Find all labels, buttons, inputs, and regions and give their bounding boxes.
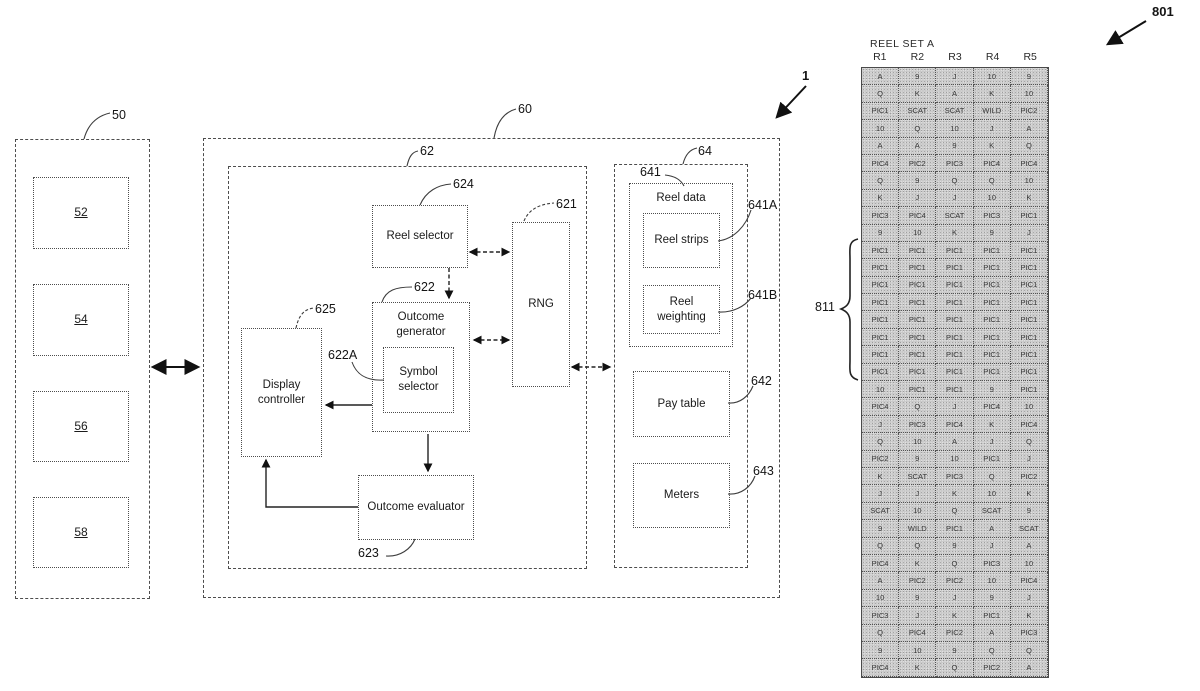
reel-cell: PIC2 [974,659,1011,676]
reel-cell: PIC2 [936,625,973,642]
reel-cell: 10 [899,503,936,520]
symbol-selector-box [383,347,454,413]
reel-cell: PIC3 [974,555,1011,572]
reel-cell: PIC4 [974,398,1011,415]
reel-cell: K [936,225,973,242]
reel-cell: 9 [974,381,1011,398]
reel-cell: 9 [862,225,899,242]
component-54-label: 54 [74,312,88,327]
reel-cell: 10 [862,590,899,607]
reel-cell: Q [974,172,1011,189]
reel-cell: 9 [936,538,973,555]
component-52-label: 52 [74,205,88,220]
reel-cell: Q [862,172,899,189]
ref-642: 642 [751,374,772,388]
reel-cell: PIC1 [862,103,899,120]
reel-cell: PIC1 [936,294,973,311]
reel-grid [861,67,1049,678]
ref-624: 624 [453,177,474,191]
reel-cell: 10 [1011,398,1048,415]
reel-cell: PIC1 [936,242,973,259]
reel-cell: 10 [974,485,1011,502]
reel-cell: PIC1 [974,451,1011,468]
reel-cell: SCAT [899,468,936,485]
reel-cell: A [936,433,973,450]
reel-cell: Q [1011,138,1048,155]
reel-cell: Q [936,659,973,676]
reel-cell: J [936,590,973,607]
reel-cell: Q [936,503,973,520]
reel-selector-box [372,205,468,268]
reel-cell: A [974,625,1011,642]
ref-622A: 622A [328,348,358,362]
reel-cell: PIC1 [862,259,899,276]
reel-cell: Q [974,642,1011,659]
ref-622: 622 [414,280,435,294]
reel-cell: J [974,120,1011,137]
reel-weighting-box [643,285,720,334]
reel-cell: Q [936,172,973,189]
reel-cell: PIC3 [862,607,899,624]
reel-cell: PIC1 [899,259,936,276]
component-box-54 [33,284,129,356]
reel-cell: PIC1 [974,346,1011,363]
reel-cell: 9 [1011,503,1048,520]
reel-cell: 10 [974,572,1011,589]
reel-cell: A [862,68,899,85]
reel-cell: PIC1 [899,242,936,259]
reel-cell: PIC2 [899,155,936,172]
reel-cell: SCAT [1011,520,1048,537]
reel-cell: J [1011,225,1048,242]
ref-623: 623 [358,546,379,560]
reel-cell: PIC4 [1011,416,1048,433]
reel-cell: J [862,416,899,433]
reel-cell: 10 [974,190,1011,207]
reel-cell: PIC2 [862,451,899,468]
reel-col-header: R3 [948,51,962,63]
reel-cell: J [1011,451,1048,468]
reel-cell: PIC3 [936,155,973,172]
reel-cell: PIC1 [936,329,973,346]
reel-cell: K [899,555,936,572]
reel-cell: 9 [899,172,936,189]
reel-cell: Q [862,538,899,555]
reel-cell: PIC1 [1011,294,1048,311]
reel-cell: J [1011,590,1048,607]
ref-62: 62 [420,144,434,158]
pay-table-box [633,371,730,437]
reel-cell: SCAT [936,207,973,224]
reel-cell: PIC1 [1011,259,1048,276]
reel-cell: PIC1 [862,364,899,381]
reel-cell: Q [862,625,899,642]
reel-cell: J [862,485,899,502]
reel-selector-label: Reel selector [386,230,454,243]
reel-cell: PIC4 [899,207,936,224]
reel-cell: Q [1011,433,1048,450]
reel-cell: PIC1 [974,242,1011,259]
reel-cell: 10 [1011,555,1048,572]
reel-cell: K [974,85,1011,102]
reel-cell: PIC3 [936,468,973,485]
reel-cell: PIC1 [936,259,973,276]
ref-811: 811 [815,300,835,314]
reel-cell: SCAT [936,103,973,120]
reel-cell: K [1011,190,1048,207]
pointer-arrow-1 [777,86,806,117]
reel-cell: Q [899,538,936,555]
reel-strips-label: Reel strips [654,234,709,247]
reel-cell: PIC4 [1011,572,1048,589]
reel-cell: PIC4 [862,155,899,172]
reel-cell: A [1011,659,1048,676]
reel-cell: 9 [899,68,936,85]
reel-cell: PIC1 [1011,364,1048,381]
ref-641A: 641A [748,198,778,212]
component-box-58 [33,497,129,568]
reel-cell: K [1011,607,1048,624]
reel-cell: K [862,190,899,207]
reel-cell: Q [974,468,1011,485]
reel-cell: J [936,190,973,207]
ref-641: 641 [640,165,661,179]
reel-cell: 9 [899,590,936,607]
outcome-evaluator-label: Outcome evaluator [367,501,465,514]
meters-box [633,463,730,528]
reel-cell: PIC1 [936,381,973,398]
reel-cell: A [899,138,936,155]
reel-cell: Q [936,555,973,572]
reel-cell: PIC4 [862,555,899,572]
reel-cell: K [862,468,899,485]
reel-cell: PIC4 [1011,155,1048,172]
component-58-label: 58 [74,524,88,539]
reel-col-header: R1 [873,51,887,63]
reel-cell: PIC1 [862,277,899,294]
reel-cell: PIC2 [899,572,936,589]
ref-801: 801 [1152,4,1174,19]
reel-cell: 10 [899,225,936,242]
reel-cell: PIC2 [1011,468,1048,485]
meters-label: Meters [663,489,700,502]
reel-cell: 10 [899,433,936,450]
reel-cell: 10 [974,68,1011,85]
outcome-generator-label: Outcome generator [396,311,446,338]
component-box-52 [33,177,129,249]
reel-weighting-label: Reel weighting [657,295,706,323]
reel-cell: SCAT [899,103,936,120]
reel-cell: PIC3 [974,207,1011,224]
display-controller-box [241,328,322,457]
reel-cell: PIC1 [862,294,899,311]
reel-cell: 9 [974,225,1011,242]
reel-cell: Q [862,433,899,450]
reel-cell: PIC1 [936,311,973,328]
leader-50 [84,113,110,139]
reel-cell: PIC1 [974,294,1011,311]
reel-cell: PIC1 [862,346,899,363]
reel-cell: PIC1 [974,607,1011,624]
reel-col-header: R4 [985,51,1000,63]
leader-60 [494,109,516,138]
reel-cell: PIC2 [936,572,973,589]
reel-cell: 10 [1011,85,1048,102]
reel-cell: PIC3 [862,207,899,224]
reel-cell: J [974,538,1011,555]
reel-cell: K [899,659,936,676]
ref-50: 50 [112,108,126,122]
pointer-arrow-801 [1108,21,1146,44]
reel-col-headers [861,51,1049,63]
reel-cell: Q [899,120,936,137]
reel-cell: WILD [899,520,936,537]
ref-1: 1 [802,68,810,83]
reel-cell: 9 [862,642,899,659]
reel-cell: K [974,416,1011,433]
display-controller-label: Display controller [257,378,306,406]
reel-data-label: Reel data [656,192,706,204]
reel-cell: PIC1 [974,364,1011,381]
component-56-label: 56 [74,418,88,433]
reel-cell: PIC3 [1011,625,1048,642]
reel-cell: PIC1 [974,259,1011,276]
reel-cell: PIC1 [974,277,1011,294]
reel-cell: PIC3 [899,416,936,433]
reel-cell: SCAT [974,503,1011,520]
outcome-evaluator-box [358,475,474,540]
reel-cell: K [899,85,936,102]
reel-cell: A [1011,538,1048,555]
reel-cell: 9 [974,590,1011,607]
ref-64: 64 [698,144,712,158]
reel-cell: J [936,68,973,85]
reel-cell: PIC2 [1011,103,1048,120]
reel-cell: Q [862,85,899,102]
reel-cell: PIC4 [974,155,1011,172]
reel-cell: WILD [974,103,1011,120]
reel-cell: PIC1 [974,311,1011,328]
rng-box [512,222,570,387]
reel-cell: A [862,138,899,155]
reel-cell: PIC4 [936,416,973,433]
reel-cell: PIC1 [862,329,899,346]
reel-cell: PIC1 [1011,207,1048,224]
reel-cell: PIC1 [899,364,936,381]
reel-cell: 10 [1011,172,1048,189]
pay-table-label: Pay table [657,397,706,410]
reel-cell: A [1011,120,1048,137]
reel-cell: PIC1 [1011,242,1048,259]
reel-cell: PIC4 [862,398,899,415]
reel-cell: K [936,485,973,502]
reel-col-header: R2 [910,51,925,63]
ref-60: 60 [518,102,532,116]
reel-cell: PIC1 [899,294,936,311]
reel-cell: PIC1 [936,346,973,363]
reel-cell: 9 [936,138,973,155]
component-box-56 [33,391,129,462]
reel-cell: K [974,138,1011,155]
reel-cell: PIC1 [1011,277,1048,294]
reel-cell: PIC1 [862,242,899,259]
reel-cell: PIC1 [899,329,936,346]
symbol-selector-label: Symbol selector [398,366,439,393]
reel-cell: PIC1 [1011,311,1048,328]
reel-cell: 10 [936,451,973,468]
reel-cell: K [936,607,973,624]
reel-set-title: REEL SET A [870,38,935,50]
reel-cell: PIC1 [936,277,973,294]
reel-cell: 9 [899,451,936,468]
reel-cell: 10 [936,120,973,137]
reel-cell: PIC1 [936,364,973,381]
reel-cell: K [1011,485,1048,502]
reel-cell: PIC1 [899,277,936,294]
reel-cell: 9 [936,642,973,659]
reel-cell: PIC1 [899,346,936,363]
ref-621: 621 [556,197,577,211]
reel-cell: PIC1 [974,329,1011,346]
reel-cell: PIC1 [1011,346,1048,363]
reel-cell: PIC4 [899,625,936,642]
reel-cell: PIC1 [899,311,936,328]
brace-811 [841,239,858,380]
reel-cell: 10 [862,120,899,137]
rng-label: RNG [528,298,554,311]
reel-cell: PIC1 [1011,329,1048,346]
reel-cell: 9 [1011,68,1048,85]
reel-cell: PIC1 [899,381,936,398]
reel-cell: PIC1 [936,520,973,537]
reel-cell: 9 [862,520,899,537]
reel-cell: SCAT [862,503,899,520]
reel-cell: Q [899,398,936,415]
reel-cell: A [936,85,973,102]
reel-cell: J [936,398,973,415]
reel-cell: PIC1 [862,311,899,328]
reel-cell: A [974,520,1011,537]
reel-cell: A [862,572,899,589]
ref-625: 625 [315,302,336,316]
reel-cell: J [899,190,936,207]
ref-643: 643 [753,464,774,478]
ref-641B: 641B [748,288,778,302]
reel-cell: J [899,485,936,502]
reel-strips-box [643,213,720,268]
reel-cell: J [974,433,1011,450]
reel-cell: PIC4 [862,659,899,676]
reel-cell: PIC1 [1011,381,1048,398]
reel-cell: Q [1011,642,1048,659]
reel-cell: 10 [899,642,936,659]
reel-cell: 10 [862,381,899,398]
reel-col-header: R5 [1023,51,1037,63]
reel-cell: J [899,607,936,624]
